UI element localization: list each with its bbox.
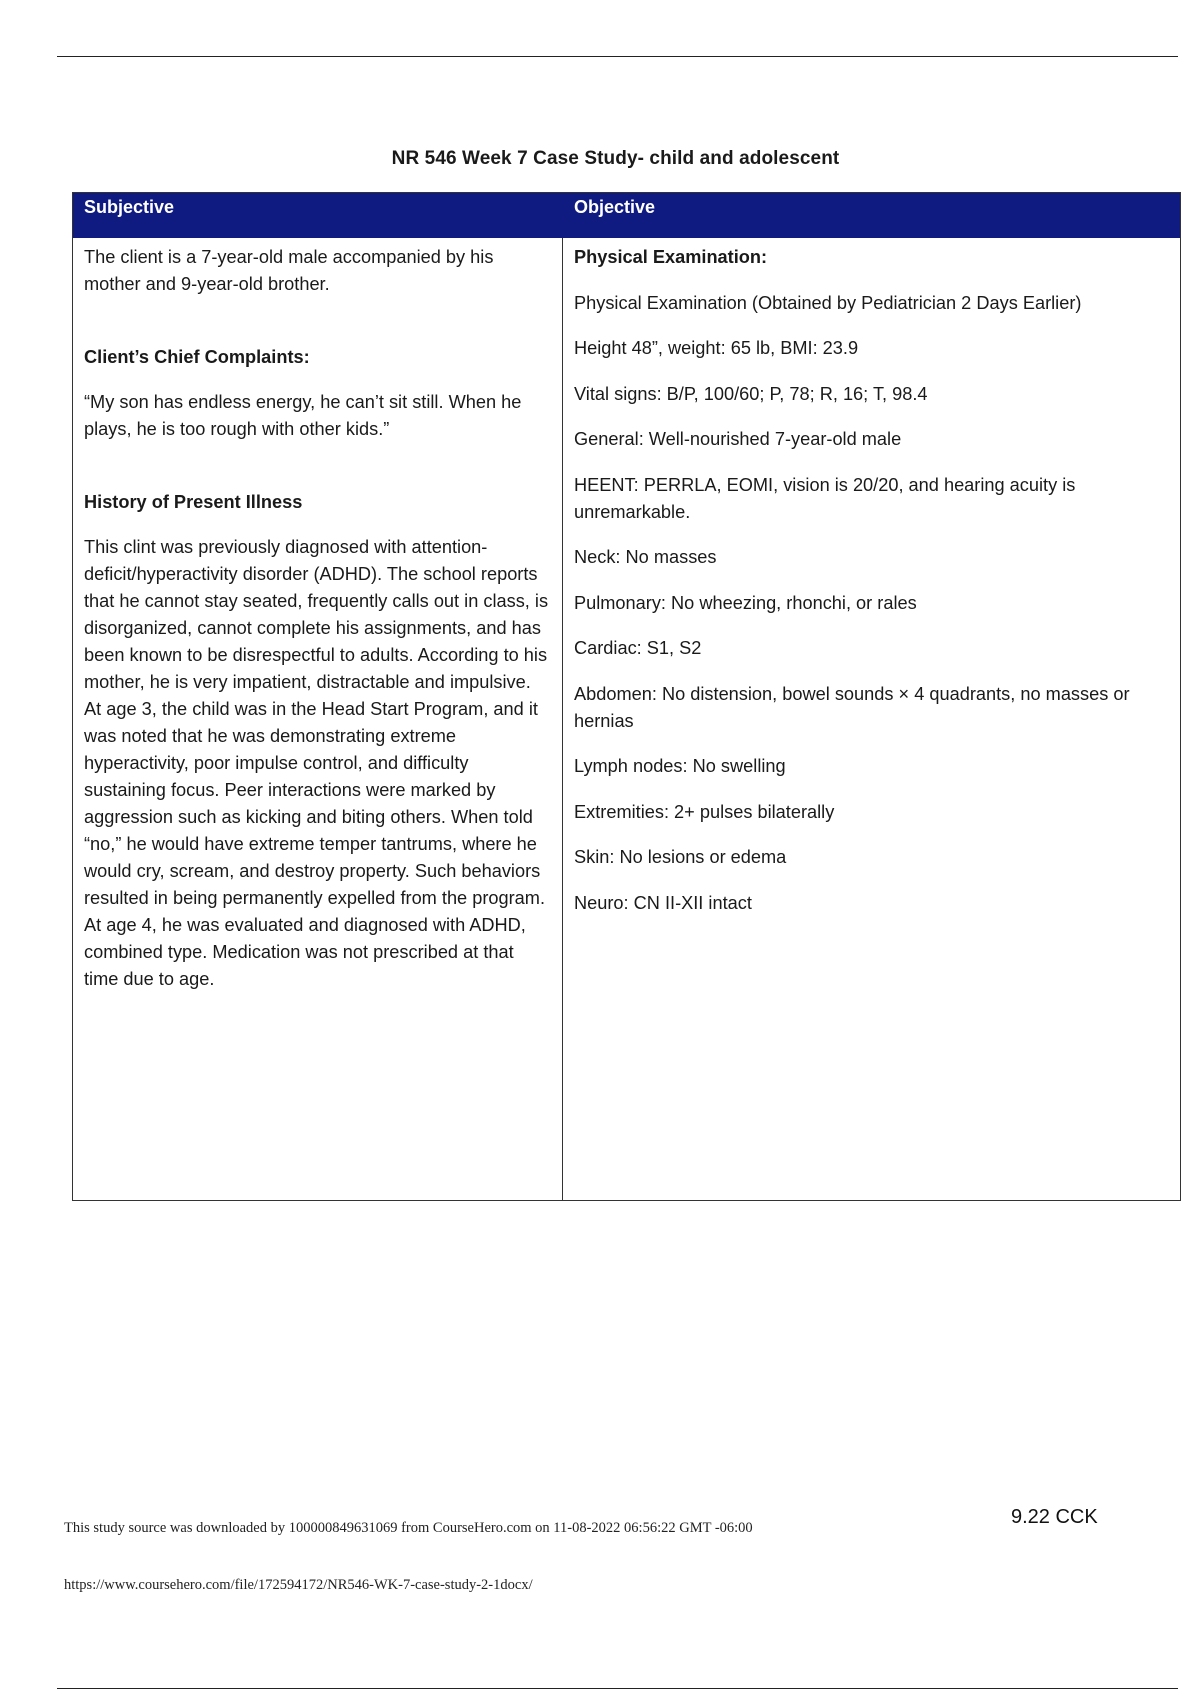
physical-exam-heading: Physical Examination: bbox=[574, 247, 768, 267]
table-body-row bbox=[73, 238, 1180, 1200]
subjective-header: Subjective bbox=[84, 197, 175, 217]
exam-line: General: Well-nourished 7-year-old male bbox=[574, 429, 902, 449]
source-url[interactable]: https://www.coursehero.com/file/172594172/NR546-WK-7-case-study-2-1docx/ bbox=[64, 1577, 533, 1593]
exam-line: Neuro: CN II-XII intact bbox=[574, 892, 752, 913]
handwritten-annotation: 9.22 CCK bbox=[1011, 1506, 1098, 1528]
chief-complaints-heading: Client’s Chief Complaints: bbox=[84, 347, 310, 367]
client-intro: The client is a 7-year-old male accompanied by his mother and 9-year-old brother. bbox=[84, 247, 494, 294]
exam-line: Cardiac: S1, S2 bbox=[574, 638, 702, 658]
exam-line: Neck: No masses bbox=[574, 547, 717, 567]
exam-line: Lymph nodes: No swelling bbox=[574, 756, 786, 776]
hpi-text: This clint was previously diagnosed with attention-deficit/hyperactivity disorder (ADHD). The school reports that he cannot stay seated, frequently calls out in class, is disorganized, cannot complete his assignments, and has been known to be disrespectful to adults. According to his mother, he is very impatient, distractable and impulsive. At age 3, the child was in the Head Start Program, and it was noted that he was demonstrating extreme hyperactivity, poor impulse control, and difficulty sustaining focus. Peer interactions were marked by aggression such as kicking and biting others. When told “no,” he would have extreme temper tantrums, where he would cry, scream, and destroy property. Such behaviors resulted in being permanently expelled from the program. At age 4, he was evaluated and diagnosed with ADHD, combined type. Medication was not prescribed at that time due to age. bbox=[84, 537, 549, 989]
case-study-table bbox=[72, 192, 1181, 1201]
objective-header: Objective bbox=[574, 197, 656, 217]
subjective-column bbox=[73, 238, 563, 1200]
exam-line: Abdomen: No distension, bowel sounds × 4 quadrants, no masses or hernias bbox=[574, 683, 1130, 731]
exam-line: Height 48”, weight: 65 lb, BMI: 23.9 bbox=[574, 338, 859, 358]
bottom-rule bbox=[57, 1688, 1178, 1689]
exam-line: HEENT: PERRLA, EOMI, vision is 20/20, and hearing acuity is unremarkable. bbox=[574, 474, 1076, 522]
document-title: NR 546 Week 7 Case Study- child and adolescent bbox=[391, 148, 840, 169]
exam-line: Vital signs: B/P, 100/60; P, 78; R, 16; T, 98.4 bbox=[574, 383, 928, 404]
top-rule bbox=[57, 56, 1178, 57]
exam-line: Pulmonary: No wheezing, rhonchi, or rales bbox=[574, 592, 917, 613]
chief-complaints-quote: “My son has endless energy, he can’t sit still. When he plays, he is too rough with other kids.” bbox=[84, 392, 522, 439]
exam-line: Skin: No lesions or edema bbox=[574, 847, 787, 867]
exam-line: Extremities: 2+ pulses bilaterally bbox=[574, 801, 835, 822]
objective-column bbox=[563, 238, 1180, 1200]
hpi-heading: History of Present Illness bbox=[84, 492, 303, 512]
exam-line: Physical Examination (Obtained by Pediatrician 2 Days Earlier) bbox=[574, 292, 1082, 313]
source-note: This study source was downloaded by 100000849631069 from CourseHero.com on 11-08-2022 06:56:22 GMT -06:00 bbox=[64, 1520, 753, 1536]
table-header-row bbox=[73, 193, 1180, 238]
